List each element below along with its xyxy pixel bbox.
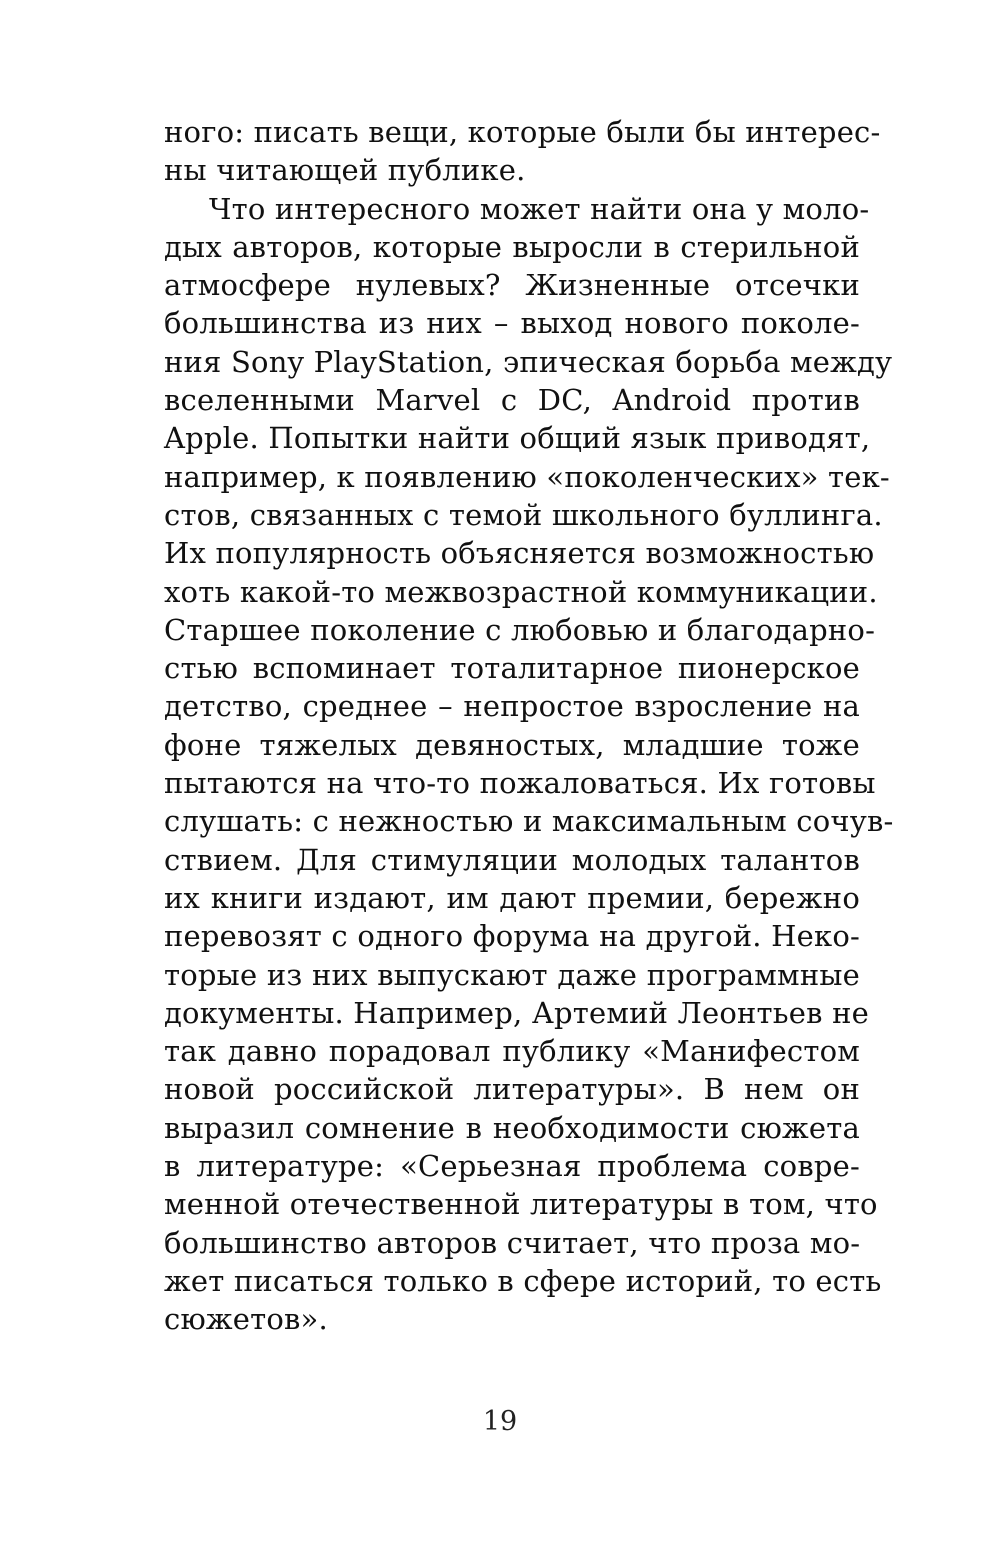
text-line: ны читающей публике. [164, 153, 526, 188]
text-line: хоть какой-то межвозрастной коммуникации. [164, 574, 878, 609]
text-line: большинства из них – выход нового поколе- [164, 306, 860, 341]
text-line: атмосфере нулевых? Жизненные отсечки [164, 268, 860, 303]
paragraph [164, 113, 881, 190]
text-line: Что интересного может найти она у моло- [209, 191, 870, 226]
text-line: новой российской литературы». В нем он [164, 1072, 860, 1107]
text-line: Apple. Попытки найти общий язык приводят, [164, 421, 871, 456]
text-line: выразил сомнение в необходимости сюжета [164, 1110, 860, 1145]
text-line: перевозят с одного форума на другой. Неко- [164, 919, 860, 954]
text-line: большинство авторов считает, что проза мо- [164, 1225, 861, 1260]
text-line: ствием. Для стимуляции молодых талантов [164, 842, 860, 877]
text-line: вселенными Marvel с DC, Android против [164, 383, 860, 418]
text-line: ного: писать вещи, которые были бы интерес- [164, 115, 881, 149]
body-text [164, 113, 894, 1339]
text-line: фоне тяжелых девяностых, младшие тоже [164, 727, 860, 762]
text-line: документы. Например, Артемий Леонтьев не [164, 995, 869, 1030]
text-line: стов, связанных с темой школьного буллинга. [164, 497, 883, 532]
text-line: в литературе: «Серьезная проблема совре- [164, 1149, 860, 1184]
paragraph [164, 190, 894, 1339]
text-line: например, к появлению «поколенческих» тек- [164, 459, 890, 494]
text-line: ния Sony PlayStation, эпическая борьба между [164, 344, 893, 379]
text-line: слушать: с нежностью и максимальным сочув- [164, 804, 894, 839]
text-line: стью вспоминает тоталитарное пионерское [164, 651, 860, 686]
text-line: их книги издают, им дают премии, бережно [164, 880, 860, 915]
text-line: дых авторов, которые выросли в стерильной [164, 229, 860, 264]
text-line: Их популярность объясняется возможностью [164, 536, 875, 571]
page-number: 19 [482, 1406, 518, 1437]
text-line: торые из них выпускают даже программные [164, 957, 860, 992]
text-line: Старшее поколение с любовью и благодарно- [164, 612, 876, 647]
text-line: пытаются на что-то пожаловаться. Их готовы [164, 766, 876, 801]
text-line: так давно порадовал публику «Манифестом [164, 1034, 860, 1069]
text-line: менной отечественной литературы в том, что [164, 1187, 878, 1222]
text-line: детство, среднее – непростое взросление на [164, 689, 860, 724]
text-line: сюжетов». [164, 1302, 328, 1337]
text-line: жет писаться только в сфере историй, то есть [164, 1263, 882, 1298]
